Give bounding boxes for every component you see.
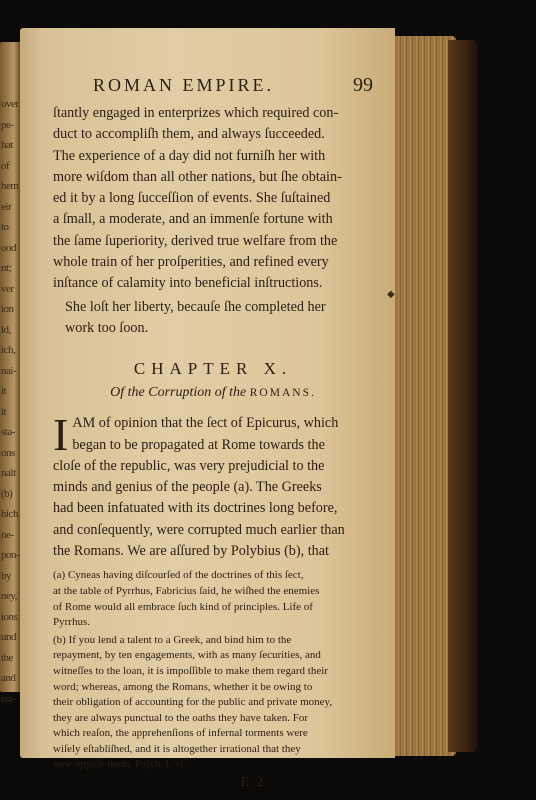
prev-page-fragment: nai- xyxy=(1,364,17,377)
note-line: they are always punctual to the oaths they have taken. For xyxy=(53,711,309,724)
prev-page-fragment: hich xyxy=(1,508,18,520)
prev-page-fragment: pon- xyxy=(1,549,20,561)
text-line: and conſequently, were corrupted much earlier than xyxy=(53,521,345,538)
prev-page-fragment: and xyxy=(1,672,16,684)
prev-page-fragment: the xyxy=(1,651,13,664)
page-text xyxy=(53,74,373,791)
text-line: work too ſoon. xyxy=(65,319,149,336)
text-line: minds and genius of the people (a). The Greeks xyxy=(53,479,322,496)
prev-page-fragment: ne- xyxy=(1,528,14,541)
note-line: repayment, by ten engagements, with as many ſecurities, and xyxy=(53,649,321,662)
ink-mark: ◆ xyxy=(387,289,395,300)
note-line: Pyrrhus. xyxy=(53,616,90,629)
text-line: more wiſdom than all other nations, but ſhe obtain- xyxy=(53,168,342,185)
page-number: 99 xyxy=(353,74,373,96)
note-line: (b) If you lend a talent to a Greek, and bind him to the xyxy=(53,633,292,646)
note-line: (a) Cyneas having diſcourſed of the doctrines of this ſect, xyxy=(53,569,304,582)
subtitle-caps: ROMANS. xyxy=(249,387,316,400)
signature-mark: E 2 xyxy=(240,775,266,791)
text-line: AM of opinion that the ſect of Epicurus, which xyxy=(72,415,339,432)
prev-page-fragment: und xyxy=(1,631,16,643)
prev-page-fragment: by xyxy=(1,569,11,582)
text-line: began to be propagated at Rome towards the xyxy=(72,436,325,453)
prev-page-fragment: ions xyxy=(1,610,18,623)
prev-page-fragment: ld, xyxy=(1,323,11,336)
running-head: ROMAN EMPIRE. xyxy=(93,75,275,95)
prev-page-fragment: sta- xyxy=(1,426,15,438)
prev-page-fragment: ust- xyxy=(1,692,16,705)
text-line: the ſame ſuperiority, derived true welfare from the xyxy=(53,232,338,249)
paragraph-2 xyxy=(53,297,373,340)
prev-page-fragment: ver xyxy=(1,282,14,295)
text-line: the Romans. We are aſſured by Polybius (b), that xyxy=(53,543,329,560)
subtitle-italic: Of the Corruption of the xyxy=(110,385,247,401)
prev-page-fragment: hat xyxy=(1,139,13,151)
prev-page-fragment: ood xyxy=(1,241,16,254)
chapter-paragraph xyxy=(53,409,373,562)
text-line: a ſmall, a moderate, and an immenſe fortune with xyxy=(53,211,333,228)
note-line: wiſely eſtabliſhed, and it is altogether irrational that they xyxy=(53,742,301,755)
footnote-a xyxy=(53,568,373,630)
prev-page-fragment: (b) xyxy=(1,487,13,500)
prev-page-fragment: it xyxy=(1,405,7,418)
book-page-edges xyxy=(388,36,456,756)
prev-page-fragment: of xyxy=(1,159,10,172)
note-line: word; whereas, among the Romans, whether it be owing to xyxy=(53,680,313,693)
chapter-subtitle xyxy=(53,385,373,401)
prev-page-fragment: over xyxy=(1,98,19,110)
text-line: She loſt her liberty, becauſe ſhe completed her xyxy=(65,298,326,315)
prev-page-fragment: ion xyxy=(1,303,14,315)
prev-page-fragment: ich, xyxy=(1,344,16,356)
prev-page-fragment: pe- xyxy=(1,118,14,131)
running-header xyxy=(93,74,373,97)
prev-page-fragment: eir xyxy=(1,200,12,213)
prev-page-fragment: ney, xyxy=(1,590,17,602)
chapter-heading: CHAPTER X. xyxy=(133,359,293,379)
note-line: at the table of Pyrrhus, Fabricius ſaid, he wiſhed the enemies xyxy=(53,584,320,597)
paragraph-1 xyxy=(53,103,373,295)
note-line: now oppoſe them. Polyb. l. vi. xyxy=(53,758,186,771)
note-line: which reaſon, the apprehenſions of infernal torments were xyxy=(53,727,308,740)
text-line: ſtantly engaged in enterprizes which required con- xyxy=(53,105,339,121)
book-cover-edge xyxy=(448,40,478,752)
text-line: The experience of a day did not furniſh her with xyxy=(53,147,326,164)
prev-page-fragment: nalt xyxy=(1,467,16,479)
prev-page-fragment: nt; xyxy=(1,262,12,274)
body-text xyxy=(53,103,373,339)
prev-page-fragment: ons xyxy=(1,446,15,459)
text-line: whole train of her proſperities, and refined every xyxy=(53,254,329,271)
note-line: their obligation of accounting for the public and private money, xyxy=(53,696,333,709)
text-line: cloſe of the republic, was very prejudicial to the xyxy=(53,457,325,474)
prev-page-fragment: hem xyxy=(1,180,19,192)
text-line: ed it by a long ſucceſſion of events. She ſuſtained xyxy=(53,190,331,207)
text-line: duct to accompliſh them, and always ſucceeded. xyxy=(53,126,325,143)
chapter-body xyxy=(53,409,373,562)
text-line: inſtance of calamity into beneficial inſtructions. xyxy=(53,275,323,292)
footnote-b xyxy=(53,633,373,773)
drop-cap: I xyxy=(53,409,69,461)
prev-page-fragment: to xyxy=(1,221,9,233)
book-page xyxy=(20,28,395,791)
previous-page-edge xyxy=(0,42,20,705)
footnotes xyxy=(53,568,373,773)
note-line: of Rome would all embrace ſuch kind of principles. Life of xyxy=(53,600,313,613)
note-line: witneſſes to the loan, it is impoſſible to make them regard their xyxy=(53,664,328,677)
text-line: had been infatuated with its doctrines long before, xyxy=(53,500,338,517)
prev-page-fragment: it xyxy=(1,385,7,397)
